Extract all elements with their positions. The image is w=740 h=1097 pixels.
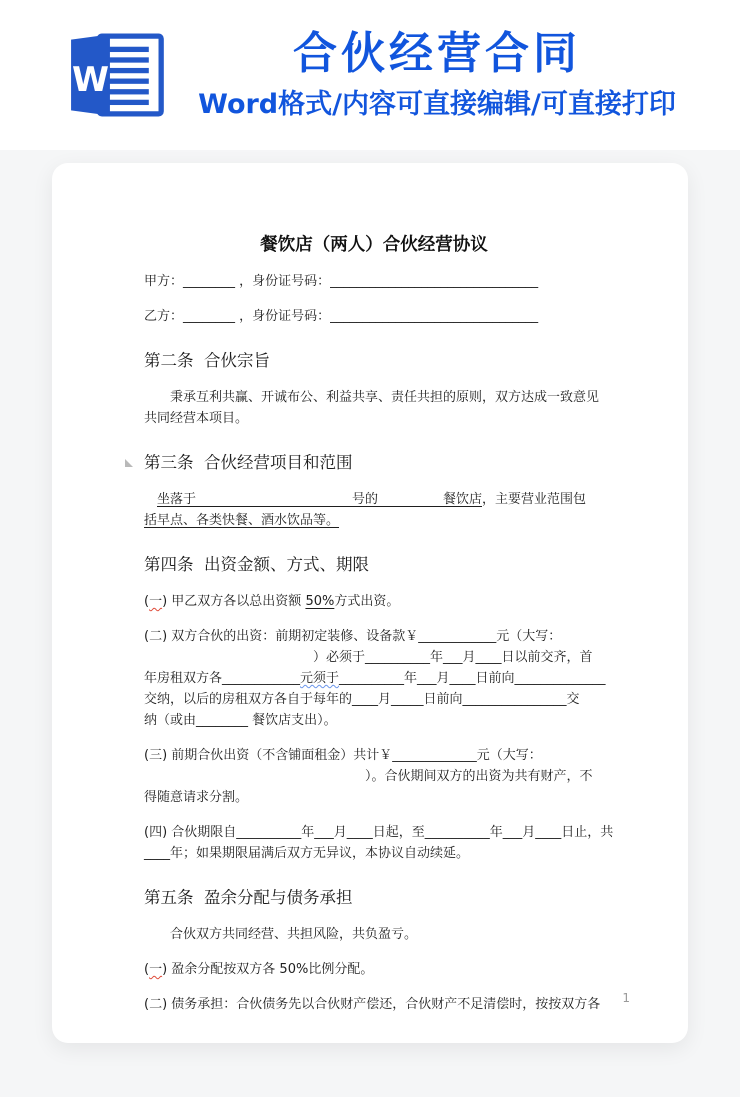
text-line: 秉承互利共赢、开诚布公、利益共享、责任共担的原则，双方达成一致意见 — [170, 390, 600, 405]
underlined-text: 坐落于 号的 餐饮店 — [157, 492, 483, 507]
text-line: 交纳，以后的房租双方各自于每年的____月_____日前向________________交 — [144, 692, 580, 707]
underlined-text: 括早点、各类快餐、酒水饮品等。 — [144, 513, 340, 528]
text-line: 纳（或由________ 餐饮店支出）。 — [144, 713, 337, 728]
text-run: ，主要营业范围包 — [482, 492, 587, 507]
text-run: 年房租双方各____________ — [144, 671, 301, 686]
section-heading — [144, 553, 604, 577]
promo-text-block — [198, 29, 676, 121]
underlined-text: 50% — [305, 594, 335, 609]
text-line: 合伙双方共同经营、共担风险，共负盈亏。 — [170, 927, 418, 942]
section-heading — [144, 451, 604, 475]
text-run: ( — [144, 594, 150, 609]
promo-header — [0, 0, 740, 150]
section-heading-text: 第五条 盈余分配与债务承担 — [144, 888, 353, 907]
clause-item — [144, 745, 604, 808]
text-line: (二) 双方合伙的出资：前期初定装修、设备款￥____________元（大写： — [144, 629, 562, 644]
clause-item — [144, 959, 604, 980]
section-heading — [144, 349, 604, 373]
text-line: (三) 前期合伙出资（不含铺面租金）共计￥_____________元（大写： — [144, 748, 542, 763]
text-line: ）必须于__________年___月____日以前交齐，首 — [144, 650, 593, 665]
text-line — [144, 959, 604, 980]
text-run: ) 甲乙双方各以总出资额 — [162, 594, 306, 609]
text-line: ）。合伙期间双方的出资为共有财产，不 — [144, 769, 593, 784]
party-line: 乙方：________ ，身份证号码：________________________________ — [144, 309, 539, 324]
svg-text:W: W — [72, 59, 110, 99]
text-line: 共同经营本项目。 — [144, 411, 249, 426]
text-run: ) 盈余分配按双方各 50%比例分配。 — [162, 962, 374, 977]
section-heading-text: 第四条 出资金额、方式、期限 — [144, 555, 369, 574]
spellcheck-text: 一 — [149, 962, 163, 977]
text-run: ( — [144, 962, 150, 977]
paragraph — [144, 387, 604, 429]
collapse-triangle-icon[interactable] — [125, 459, 133, 467]
text-line — [144, 591, 604, 612]
clause-item — [144, 994, 604, 1015]
paragraph — [144, 924, 604, 945]
promo-subtitle: Word格式/内容可直接编辑/可直接打印 — [198, 88, 676, 120]
promo-title: 合伙经营合同 — [292, 28, 581, 80]
word-icon — [64, 27, 170, 123]
word-icon-graphic — [64, 27, 170, 123]
text-line: (二) 债务承担：合伙债务先以合伙财产偿还，合伙财产不足清偿时，按按双方各 — [144, 997, 601, 1012]
text-line: 得随意请求分割。 — [144, 790, 249, 805]
doc-body — [52, 163, 688, 1015]
party-line: 甲方：________ ，身份证号码：________________________________ — [144, 274, 539, 289]
page-number: 1 — [622, 991, 630, 1005]
preview-stage — [0, 150, 740, 1097]
text-run: __________年___月____日前向______________ — [339, 671, 606, 686]
paragraph — [144, 489, 604, 531]
section-heading-text: 第二条 合伙宗旨 — [144, 351, 270, 370]
document-page[interactable] — [52, 163, 688, 1043]
section-heading-text: 第三条 合伙经营项目和范围 — [144, 453, 353, 472]
document-title: 餐饮店（两人）合伙经营协议 — [260, 235, 488, 255]
text-line — [144, 668, 604, 689]
text-line — [144, 510, 604, 531]
text-line — [144, 489, 604, 510]
spellcheck-text: 一 — [149, 594, 163, 609]
clause-item — [144, 591, 604, 612]
section-heading — [144, 886, 604, 910]
clause-item — [144, 822, 614, 864]
spellcheck-text: 元须于 — [300, 671, 340, 686]
text-line: (四) 合伙期限自__________年___月____日起，至__________年___月____日止，共 — [144, 825, 614, 840]
text-line: ____年；如果期限届满后双方无异议，本协议自动续延。 — [144, 846, 470, 861]
clause-item — [144, 626, 604, 731]
text-run: 方式出资。 — [334, 594, 400, 609]
